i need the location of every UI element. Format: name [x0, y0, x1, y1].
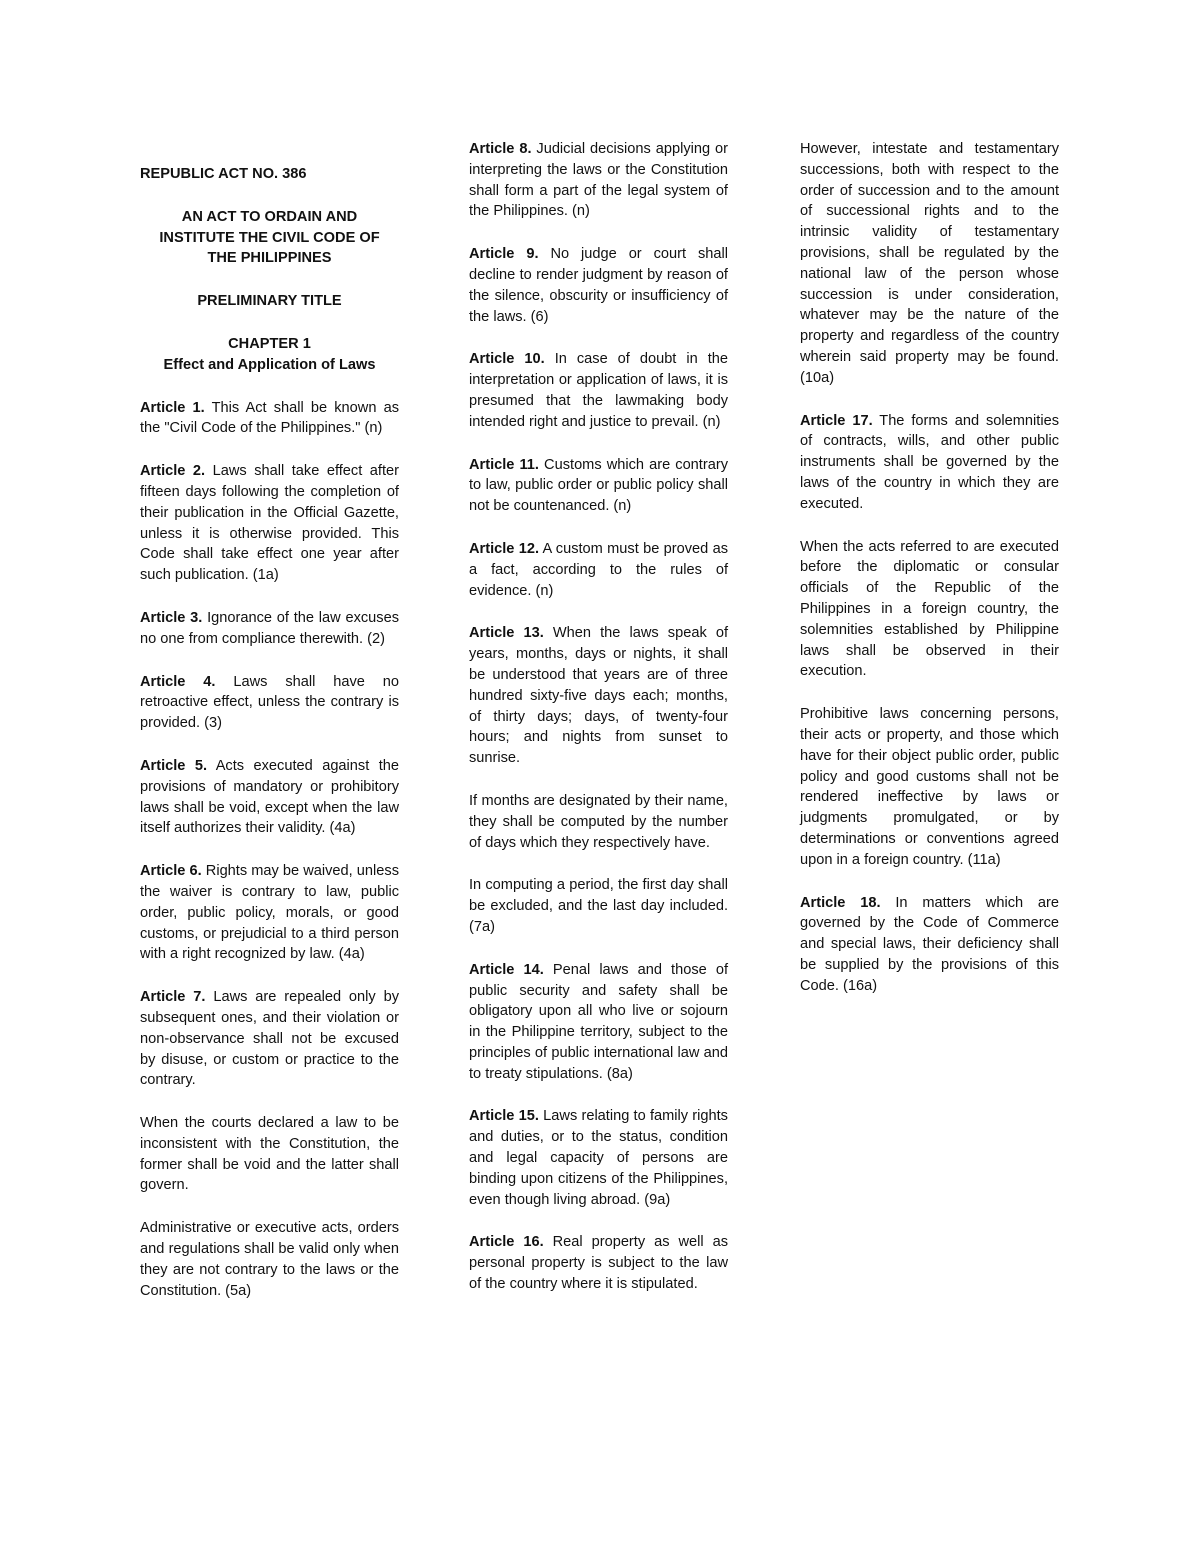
continuation-paragraph	[140, 1218, 399, 1301]
article-paragraph	[469, 960, 728, 1085]
article-label: Article 6.	[140, 863, 202, 880]
column-3	[800, 139, 1059, 1018]
continuation-paragraph	[800, 537, 1059, 683]
act-title-line: INSTITUTE THE CIVIL CODE OF	[159, 229, 380, 246]
continuation-paragraph	[800, 704, 1059, 870]
article-text: This Act shall be known as the "Civil Code of the Philippines." (n)	[140, 399, 399, 437]
article-label: Article 7.	[140, 989, 206, 1006]
article-text: However, intestate and testamentary successions, both with respect to the order of succession and to the amount of successional rights and to the intrinsic validity of testamentary provisions, shall be regulated by the national law of the person whose succession is under consideration, whatever may be the nature of the property and regardless of the country wherein said property may be found. (10a)	[800, 141, 1059, 386]
article-label: Article 13.	[469, 625, 544, 642]
article-text: When the courts declared a law to be inconsistent with the Constitution, the former shall be void and the latter shall govern.	[140, 1115, 399, 1194]
chapter-number: CHAPTER 1	[228, 335, 311, 352]
preliminary-title: PRELIMINARY TITLE	[197, 293, 342, 310]
article-text: Laws shall take effect after fifteen days following the completion of their publication in the Official Gazette, unless it is otherwise provided. This Code shall take effect one year after such publication. (1a)	[140, 463, 399, 584]
continuation-paragraph	[469, 875, 728, 937]
act-title	[140, 207, 399, 269]
article-paragraph	[469, 349, 728, 432]
article-paragraph	[469, 1106, 728, 1210]
article-text: Real property as well as personal property is subject to the law of the country where it is stipulated.	[469, 1234, 728, 1293]
chapter-heading	[140, 334, 399, 376]
article-label: Article 15.	[469, 1108, 539, 1125]
article-label: Article 18.	[800, 894, 881, 911]
column-2-body	[469, 139, 728, 1295]
article-paragraph	[140, 987, 399, 1091]
act-number: REPUBLIC ACT NO. 386	[140, 166, 307, 182]
article-text: Rights may be waived, unless the waiver is contrary to law, public order, public policy, morals, or good customs, or prejudicial to a third person with a right recognized by law. (4a)	[140, 863, 399, 963]
article-text: Ignorance of the law excuses no one from compliance therewith. (2)	[140, 609, 399, 647]
article-paragraph	[469, 1232, 728, 1294]
continuation-paragraph	[800, 139, 1059, 389]
article-label: Article 3.	[140, 609, 203, 626]
article-text: Laws shall have no retroactive effect, unless the contrary is provided. (3)	[140, 673, 399, 732]
article-paragraph	[140, 861, 399, 965]
column-3-body	[800, 139, 1059, 996]
article-text: Laws are repealed only by subsequent ones, and their violation or non-observance shall not be excused by disuse, or custom or practice to the contrary.	[140, 989, 399, 1089]
article-paragraph	[469, 244, 728, 327]
article-text: Prohibitive laws concerning persons, their acts or property, and those which have for their object public order, public policy and good customs shall not be rendered ineffective by laws or judgments promulgated, or by determinations or conventions agreed upon in a foreign country. (11a)	[800, 706, 1059, 868]
article-text: A custom must be proved as a fact, according to the rules of evidence. (n)	[469, 540, 728, 599]
continuation-paragraph	[469, 791, 728, 853]
article-label: Article 4.	[140, 673, 216, 690]
column-1-body	[140, 398, 399, 1302]
article-label: Article 10.	[469, 351, 545, 368]
article-label: Article 12.	[469, 540, 540, 557]
article-label: Article 5.	[140, 757, 208, 774]
article-paragraph	[140, 672, 399, 734]
article-label: Article 8.	[469, 141, 532, 157]
article-text: Judicial decisions applying or interpreting the laws or the Constitution shall form a part of the legal system of the Philippines. (n)	[469, 141, 728, 220]
column-1	[140, 164, 399, 1323]
article-text: Laws relating to family rights and duties, or to the status, condition and legal capacity of persons are binding upon citizens of the Philippines, even though living abroad. (9a)	[469, 1108, 728, 1208]
article-text: Acts executed against the provisions of mandatory or prohibitory laws shall be void, except when the law itself authorizes their validity. (4a)	[140, 757, 399, 837]
article-label: Article 11.	[469, 456, 539, 473]
article-label: Article 2.	[140, 463, 206, 480]
act-title-line: THE PHILIPPINES	[207, 250, 332, 267]
article-paragraph	[469, 139, 728, 222]
article-text: In case of doubt in the interpretation or application of laws, it is presumed that the lawmaking body intended right and justice to prevail. (n)	[469, 351, 728, 430]
article-paragraph	[800, 893, 1059, 997]
article-text: The forms and solemnities of contracts, wills, and other public instruments shall be governed by the laws of the country in which they are executed.	[800, 412, 1059, 512]
column-2	[469, 139, 728, 1317]
article-text: When the laws speak of years, months, days or nights, it shall be understood that years are of three hundred sixty-five days each; months, of thirty days; days, of twenty-four hours; and nights from sunset to sunrise.	[469, 625, 728, 767]
article-paragraph	[800, 411, 1059, 515]
article-text: Administrative or executive acts, orders and regulations shall be valid only when they are not contrary to the laws or the Constitution. (5a)	[140, 1220, 399, 1299]
article-paragraph	[140, 608, 399, 650]
article-text: Customs which are contrary to law, public order or public policy shall not be countenanced. (n)	[469, 456, 728, 515]
article-paragraph	[469, 539, 728, 601]
article-text: If months are designated by their name, they shall be computed by the number of days which they respectively have.	[469, 792, 728, 851]
article-paragraph	[140, 756, 399, 839]
article-label: Article 1.	[140, 399, 205, 416]
article-label: Article 16.	[469, 1234, 544, 1251]
article-paragraph	[140, 461, 399, 586]
article-paragraph	[469, 623, 728, 769]
article-text: When the acts referred to are executed before the diplomatic or consular officials of the Republic of the Philippines in a foreign country, the solemnities established by Philippine laws shall be observed in their execution.	[800, 538, 1059, 680]
article-paragraph	[469, 455, 728, 517]
article-text: Penal laws and those of public security and safety shall be obligatory upon all who live or sojourn in the Philippine territory, subject to the principles of public international law and to treaty stipulations. (8a)	[469, 961, 729, 1082]
article-label: Article 9.	[469, 246, 539, 263]
article-label: Article 17.	[800, 412, 873, 429]
chapter-subtitle: Effect and Application of Laws	[163, 356, 376, 373]
act-title-line: AN ACT TO ORDAIN AND	[181, 208, 358, 225]
article-text: In matters which are governed by the Code of Commerce and special laws, their deficiency shall be supplied by the provisions of this Code. (16a)	[800, 894, 1060, 994]
article-text: No judge or court shall decline to render judgment by reason of the silence, obscurity or insufficiency of the laws. (6)	[469, 246, 728, 325]
article-label: Article 14.	[469, 961, 544, 978]
article-text: In computing a period, the first day shall be excluded, and the last day included. (7a)	[469, 877, 728, 935]
article-paragraph	[140, 398, 399, 440]
continuation-paragraph	[140, 1113, 399, 1196]
